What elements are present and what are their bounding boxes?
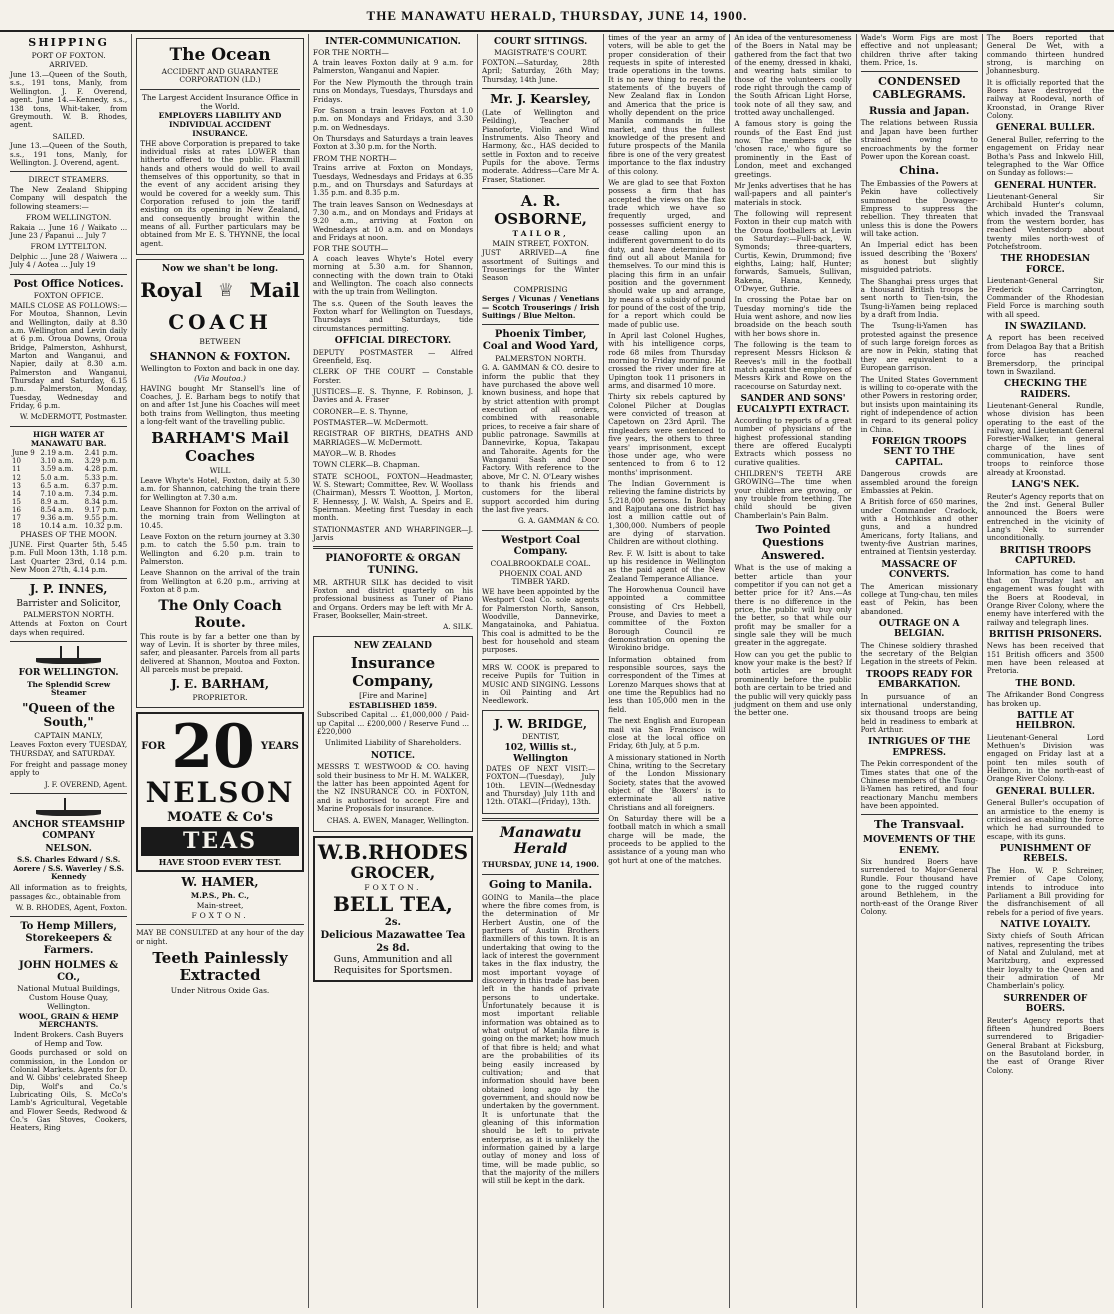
- direct-steamers-heading: DIRECT STEAMERS.: [28, 175, 109, 185]
- article-p12: Lieutenant-General Lord Methuen's Division was engaged on Friday last at a point ten miles south of Heilbron, in the north-east of Orange River Colony.: [986, 732, 1104, 784]
- article-p3: General Buller, referring to the engagement on Friday near Botha's Pass and Inkwelo Hill, telegraphed to the War Office on Sunday as follows:—: [986, 134, 1104, 178]
- silk-text: MR. ARTHUR SILK has decided to visit Foxton and district quarterly on his professional business as Tuner of Piano and Organs. Orders may be left with Mr A. Fraser, Bookseller, Main-street.: [312, 577, 474, 620]
- holmes-name: JOHN HOLMES & CO.,: [19, 960, 119, 983]
- now-we-text: Now we shan't be long.: [161, 264, 279, 274]
- article-p9: Information has come to hand that on Thursday last an engagement was fought with the Boers at Roodeval, in Orange River Colony, where the enemy have interfered with the railway and telegraph lines.: [986, 567, 1104, 627]
- article-p11: The Chinese soldiery thrashed the secretary of the Belgian Legation in the streets of Pekin.: [860, 640, 978, 667]
- article-p1: times of the year an army of voters, will be able to get the proper consideration of their requests in spite of interested trade operations in the towns. It is no new thing to recall the statements of the buyers of New Zealand flax in London and America that the price is wholly dependent on the price Manila commands in the market, and thus the fullest knowledge of the present and future prospects of the Manila fibre is one of the very greatest importance to the flax industry of this colony.: [608, 33, 726, 176]
- port-heading: PORT OF FOXTON.: [31, 50, 106, 60]
- notice-text: MESSRS T. WESTWOOD & CO. having sold their business to Mr H. M. WALKER, the latter has been appointed Agent for the NZ INSURANCE CO. in FOXTON, and is authorised to accept Fire and Marine Proposals for insurance.: [316, 762, 470, 814]
- for-north: FOR THE NORTH—: [312, 48, 389, 58]
- will-text: WILL: [209, 466, 231, 476]
- bell-tea: BELL TEA,: [333, 892, 453, 917]
- swaziland-heading: IN SWAZILAND.: [1004, 322, 1087, 333]
- going-heading: Going to Manila.: [488, 877, 593, 891]
- article-p5: Lieutenant-General Sir Frederick Carrington, Commander of the Rhodesian Field Force is marching south with all speed.: [986, 276, 1104, 319]
- intrigues-heading: INTRIGUES OF THE EMPRESS.: [868, 737, 971, 758]
- barham-coaches: BARHAM'S Mail Coaches: [151, 429, 289, 465]
- coach-word: COACH: [168, 309, 272, 334]
- leave-2: Leave Shannon for Foxton on the arrival of the morning train from Wellington at 10.45.: [140, 503, 300, 530]
- langs-heading: LANG'S NEK.: [1011, 480, 1080, 491]
- column-3: [309, 34, 478, 1308]
- under-text: Under Nitrous Oxide Gas.: [170, 985, 270, 995]
- fire-marine: [Fire and Marine]: [359, 690, 427, 700]
- ocean-advertisement: [136, 38, 304, 255]
- surrender-heading: SURRENDER OF BOERS.: [1003, 993, 1088, 1015]
- table-row: 11 3.59 a.m. 4.28 p.m.: [12, 465, 118, 474]
- bond-heading: THE BOND.: [1015, 678, 1076, 689]
- anchor-heading: ANCHOR STEAMSHIP COMPANY: [12, 820, 125, 841]
- direct-text: The New Zealand Shipping Company will despatch the following steamers:—: [10, 184, 128, 211]
- article-p10: The American missionary college at Tung-chau, ten miles east of Pekin, has been abandoned.: [860, 581, 978, 616]
- splendid-text: The Splendid Screw Steamer: [26, 679, 111, 698]
- outrage-heading: OUTRAGE ON A BELGIAN.: [878, 618, 960, 640]
- just-arrived: JUST ARRIVED—A fine assortment of Suitings and Trouserings for the Winter Season: [482, 248, 600, 283]
- british-heading: BRITISH TROOPS CAPTURED.: [999, 545, 1092, 567]
- article-p7: Lieutenant-General Rundle, whose division has been operating to the east of the railway, and Lieutenant General Forestier-Walker, in general charge of the lines of communication, have sent troops to reinforce those already at Kroonstad.: [986, 401, 1104, 477]
- china-heading: China.: [899, 164, 940, 178]
- column-1: [6, 34, 132, 1308]
- table-row: 10 3.10 a.m. 3.29 p.m.: [12, 457, 118, 466]
- rhodes-signature: W. B. RHODES, Agent, Foxton.: [15, 903, 128, 913]
- teas-banner: TEAS: [141, 827, 299, 857]
- leave-1: Leave Whyte's Hotel, Foxton, daily at 5.30 a.m. for Shannon, catching the train there for Wellington at 7.30 a.m.: [140, 475, 300, 502]
- coroner: CORONER—E. S. Thynne,: [312, 406, 409, 416]
- table-row: June 9 2.19 a.m. 2.41 p.m.: [12, 449, 118, 458]
- russia-heading: Russia and Japan.: [869, 105, 970, 117]
- article-p9: The next English and European mail via San Francisco will close at the local office on Friday, 6th July, at 5 p.m.: [608, 716, 726, 751]
- leaves-text: Leaves Foxton every TUESDAY, THURSDAY, and SATURDAY.: [10, 740, 128, 758]
- article-p1: Wade's Worm Figs are most effective and not unpleasant; children thrive after taking them. Price, 1s.: [860, 33, 978, 68]
- native-heading: NATIVE LOYALTY.: [1000, 919, 1091, 930]
- mails-text: MAILS CLOSE AS FOLLOWS:— For Moutoa, Shannon, Levin and Wellington, daily at 8.30 a.m. Wellington and Levin daily at 6 p.m. Oroua Downs, Oroua Bridge, Palmerston, Ashhurst, Marton and Wanganui, and Napier, daily at 8.30 a.m. Palmerston and Wanganui, Thursday and Saturday, 6.15 p.m. Palmerston, Monday, Tuesday, Wednesday and Friday, 6 p.m.: [10, 301, 128, 411]
- gen-buller-heading: GENERAL BULLER.: [995, 786, 1095, 797]
- clerk: CLERK OF THE COURT — Constable Forster.: [312, 367, 474, 385]
- mazawattee: Delicious Mazawattee Tea: [320, 930, 466, 942]
- article-p13: General Buller's occupation of an armistice to the enemy is criticised as enabling the force which he had surrounded to escape, with its guns.: [986, 798, 1104, 841]
- article-p10: A missionary stationed in North China, writing to the Secretary of the London Missionary Society, states that the avowed object of the 'Boxers' is to exterminate all native Christians and all foreigners.: [608, 752, 726, 812]
- newspaper-page: [6, 34, 1108, 1308]
- sailed-heading: SAILED.: [52, 131, 85, 141]
- table-row: 13 6.5 a.m. 6.37 p.m.: [12, 481, 118, 490]
- masthead-title: THE MANAWATU HERALD, THURSDAY, JUNE 14, 1900.: [366, 8, 748, 23]
- article-p13: The Pekin correspondent of the Times states that one of the Chinese members of the Tsung-li-Yamen has retired, and four reactionary Manchu members have been appointed.: [860, 759, 978, 810]
- from-wellington: FROM WELLINGTON.: [25, 212, 112, 222]
- rhodes-grocer-advertisement: [313, 836, 473, 982]
- article-p7: The United States Government is willing to co-operate with the other Powers in restoring order, but insists upon maintaining its right of independence of action in regard to its general policy in China.: [860, 374, 978, 434]
- dates-text: DATES OF NEXT VISIT:— FOXTON—(Tuesday), July 10th. LEVIN—(Wednesday and Thursday) July 11th and 12th. OTAKI—(Friday), 13th.: [486, 764, 596, 807]
- table-row: 17 9.36 a.m. 9.55 p.m.: [12, 514, 118, 523]
- overend-signature: J. F. OVEREND, Agent.: [44, 779, 128, 789]
- bridge-name: J. W. BRIDGE,: [494, 716, 588, 731]
- teeth-heading: Teeth Painlessly Extracted: [152, 949, 288, 985]
- article-p12: In pursuance of an international understanding, six thousand troops are being held in readiness to embark at Port Arthur.: [860, 691, 978, 735]
- notice-heading: NOTICE.: [370, 751, 416, 761]
- ocean-title: The Ocean: [169, 45, 271, 65]
- article-p3: The Embassies of the Powers at Pekin have collectively summoned the Dowager-Empress to suppress the rebellion. They threaten that unless this is done the Powers will take action.: [860, 178, 978, 238]
- registrar: REGISTRAR OF BIRTHS, DEATHS AND MARRIAGES—W. McDermott.: [312, 429, 474, 447]
- column-6: [730, 34, 856, 1308]
- official-heading: OFFICIAL DIRECTORY.: [334, 336, 452, 347]
- guns-text: Guns, Ammunition and all Requisites for Sportsmen.: [333, 955, 453, 976]
- article-p6: Rev. F. W. Isitt is about to take up his residence in Wellington as the paid agent of the New Zealand Temperance Alliance.: [608, 548, 726, 583]
- ocean-largest: The Largest Accident Insurance Office in the World.: [141, 93, 299, 111]
- via-text: (Via Moutoa.): [194, 373, 246, 383]
- article-p14: The Hon. W. P. Schreiner, Premier of Cape Colony, intends to introduce into Parliament a Bill providing for the disfranchisement of all rebels for a period of five years.: [986, 865, 1104, 917]
- table-row: 12 5.0 a.m. 5.33 p.m.: [12, 473, 118, 482]
- table-row: 15 8.9 a.m. 8.34 p.m.: [12, 497, 118, 506]
- article-p11: On Saturday there will be a football match in which a small charge will be made, the proceeds to be applied to the assistance of a young man who got hurt at one of the matches.: [608, 813, 726, 865]
- for-south: FOR THE SOUTH—: [312, 244, 389, 254]
- holmes-sub: National Mutual Buildings, Custom House Quay, Wellington.: [17, 984, 121, 1011]
- cook-text: MRS W. COOK is prepared to receive Pupils for Tuition in MUSIC AND SINGING. Lessons in Oil Painting and Art Needlework.: [482, 662, 600, 706]
- millers-heading: To Hemp Millers, Storekeepers & Farmers.: [20, 921, 117, 956]
- magistrate-heading: MAGISTRATE'S COURT.: [494, 48, 588, 58]
- article-p2: The relations between Russia and Japan have been further strained owing to encroachments by the former Power upon the Korean coast.: [860, 118, 978, 161]
- sanders-heading: SANDER AND SONS' EUCALYPTI EXTRACT.: [736, 394, 850, 415]
- train-5: Trains arrive at Foxton on Mondays, Tuesdays, Wednesdays and Fridays at 6.35 p.m., and on Thursdays and Saturdays at 1.35 p.m. and 8.35 p.m.: [312, 163, 474, 198]
- massacre-heading: MASSACRE OF CONVERTS.: [881, 559, 957, 581]
- wool-heading: WOOL, GRAIN & HEMP MERCHANTS.: [18, 1011, 119, 1030]
- maz-price: 2s 8d.: [376, 942, 410, 954]
- stood-text: HAVE STOOD EVERY TEST.: [158, 857, 282, 868]
- coalbrookdale: COALBROOKDALE COAL.: [490, 559, 591, 568]
- column-2: [132, 34, 309, 1308]
- date-line: THURSDAY, JUNE 14, 1900.: [482, 860, 600, 870]
- innes-place: PALMERSTON NORTH.: [23, 609, 115, 619]
- phoenix-coal: PHOENIX COAL AND TIMBER YARD.: [499, 568, 583, 587]
- phases-text: JUNE. First Quarter 5th, 5.45 p.m. Full Moon 13th, 1.18 p.m. Last Quarter 23rd, 0.14 p.m. New Moon 27th, 4.14 p.m.: [10, 539, 128, 574]
- indent-text: Indent Brokers. Cash Buyers of Hemp and Tow.: [13, 1029, 124, 1048]
- transvaal-heading: The Transvaal.: [874, 818, 965, 832]
- capital: Subscribed Capital ... £1,000,000 / Paid-up Capital ... £200,000 / Reserve Fund ... £220,000: [316, 710, 470, 736]
- wellington-text: Wellington to Foxton and back in one day.: [140, 364, 300, 374]
- mail-word: Mail: [249, 278, 300, 303]
- tailor-text: TAILOR,: [512, 228, 569, 238]
- westport-heading: Westport Coal Company.: [501, 534, 581, 558]
- article-p16: Reuter's Agency reports that fifteen hundred Boers surrendered to Brigadier-General Brabant at Ficksburg, on the Basutoland border, in the east of Orange River Colony.: [986, 1015, 1104, 1075]
- cloths: Serges / Vicunas / Venetians — Scotch Trouserings / Irish Suitings / Blue Melton.: [482, 294, 600, 321]
- grocer-title: GROCER,: [350, 863, 436, 883]
- court-heading: COURT SITTINGS.: [494, 37, 588, 47]
- crown-icon: ♕: [217, 279, 235, 301]
- article-p8: Reuter's Agency reports that on the 2nd inst. General Buller announced the Boers were entrenched in the vicinity of Lang's Nek to surrender unconditionally.: [986, 491, 1104, 543]
- column-7: [857, 34, 983, 1308]
- article-p5: The Shanghai press urges that a thousand British troops be sent north to Tien-tsin, the Tsung-li-Yamen being replaced by a draft from India.: [860, 276, 978, 320]
- shipping-heading: SHIPPING: [28, 36, 109, 49]
- captain: CAPTAIN MANLY,: [34, 730, 103, 740]
- buller-heading: GENERAL BULLER.: [995, 123, 1095, 134]
- column-4: [478, 34, 604, 1308]
- article-p4: The following will represent Foxton in their cup match with the Oroua footballers at Levin on Saturday:—Full-back, W. Symonds; three-quarters, Curtis, Kewin, Drummond; five eighths, Laing; half, Hunter; forwards, Samuels, Sullivan, Rakena, Hana, Kennedy, O'Dwyer, Guthrie.: [734, 208, 852, 293]
- wbr-foxton: FOXTON.: [364, 882, 422, 892]
- ships-list-1: Rakaia ... June 16 / Waikato ... June 23 / Papanui ... July 7: [10, 222, 128, 240]
- masthead: [0, 0, 1114, 32]
- gamman-signature: G. A. GAMMAN & CO.: [518, 516, 600, 526]
- goods-text: Goods purchased or sold on commission, in the London or Colonial Markets. Agents for D. and W. Gibbs' celebrated Sheep Dip, Wolf's and Co.'s Lubricating Oils, S. McCo's Lamb's Agricultural, Vegetable and Flower Seeds, Redwood & Co.'s Gas Stoves, Cookers, Heaters, Ring: [10, 1048, 128, 1133]
- innes-title: Barrister and Solicitor,: [16, 599, 121, 610]
- punishment-heading: PUNISHMENT OF REBELS.: [999, 843, 1091, 865]
- foreign-heading: FOREIGN TROOPS SENT TO THE CAPITAL.: [871, 436, 967, 468]
- bridge-advertisement: [482, 710, 599, 814]
- hamer-name: W. HAMER,: [181, 875, 259, 890]
- prisoners-heading: BRITISH PRISONERS.: [988, 629, 1102, 640]
- train-2: For the New Plymouth the through train runs on Mondays, Tuesdays, Thursdays and Fridays.: [312, 77, 474, 104]
- article-p3: Mr Jenks advertises that he has wall-papers and all painter's materials in stock.: [734, 180, 852, 207]
- article-p8: Dangerous crowds are assembled around the foreign Embassies at Pekin.: [860, 469, 978, 495]
- high-water-heading: HIGH WATER AT MANAWATU BAR.: [30, 429, 107, 448]
- ocean-employers: EMPLOYERS LIABILITY AND INDIVIDUAL ACCIDENT INSURANCE.: [158, 111, 282, 138]
- postmaster: POSTMASTER—W. McDermott.: [312, 417, 429, 427]
- table-row: 14 7.10 a.m. 7.34 p.m.: [12, 489, 118, 498]
- article-p8: CHILDREN'S TEETH ARE GROWING—The time when your children are growing, or any trouble from teething. The child should be given Chamberlain's Pain Balm.: [734, 469, 852, 520]
- ocean-subtitle: ACCIDENT AND GUARANTEE CORPORATION (LD.): [161, 66, 279, 85]
- table-row: 18 10.14 a.m. 10.32 p.m.: [12, 522, 123, 531]
- moate-title: MOATE & Co's: [167, 809, 273, 825]
- phases-heading: PHASES OF THE MOON.: [20, 530, 117, 540]
- article-p10: News has been received that 151 British officers and 3500 men have been released at Pretoria.: [986, 641, 1104, 676]
- heilbron-heading: BATTLE AT HEILBRON.: [1015, 710, 1076, 732]
- osborne-address: MAIN STREET, FOXTON.: [492, 238, 589, 248]
- from-north: FROM THE NORTH—: [312, 153, 397, 163]
- willis-address: 102, Willis st., Wellington: [504, 743, 577, 764]
- nelson-moate-advertisement: [136, 712, 304, 872]
- osborne-name: A. R. OSBORNE,: [494, 192, 587, 228]
- arrived-heading: ARRIVED.: [49, 60, 88, 70]
- article-p1: An idea of the venturesomeness of the Boers in Natal may be gathered from the fact that two of the enemy, dressed in khaki, and wearing hats similar to those of the volunteers coolly rode right through the camp of the South African Light Horse, took note of all they saw, and trotted away unchallenged.: [734, 33, 852, 118]
- freight-text: For freight and passage money apply to: [10, 760, 128, 778]
- train-1: A train leaves Foxton daily at 9 a.m. for Palmerston, Wanganui and Napier.: [312, 58, 474, 76]
- article-p8: Information obtained from responsible sources, says the correspondent of the Times at Lorenzo Marques shows that at one time the Republics had no less than 105,000 men in the field.: [608, 654, 726, 714]
- queen-of-south-title: "Queen of the South,": [22, 700, 116, 729]
- foxton-office: FOXTON OFFICE.: [33, 291, 104, 301]
- steamship-icon: [28, 798, 110, 816]
- ocean-text: THE above Corporation is prepared to take individual risks at rates LOWER than hitherto offered to the public. Flaxmill hands and others would do well to avail themselves of this opportunity, so that in the event of any accident arising they would be covered for a weekly sum. This Corporation refused to join the tariff existing on its opening in New Zealand, and consequently brought within the means of all. Further particulars may be obtained from Mr E. S. THYNNE, the local agent.: [140, 138, 300, 248]
- shannon-foxton: SHANNON & FOXTON.: [149, 349, 291, 363]
- school: STATE SCHOOL, FOXTON—Headmaster, W. S. Stewart; Committee, Rev. W. Woollass (Chairman), Messrs T. Wootton, J. Morton, F. Hennessy, J. W. Walsh, A. Speirs and E. Speirman. Meeting first Tuesday in each month.: [312, 471, 474, 523]
- unlimited: Unlimited Liability of Shareholders.: [324, 738, 462, 748]
- article-p5: In crossing the Potae bar on Tuesday morning's tide the Huia went ashore, and now lies broadside on the beach south with her bows shore in.: [734, 295, 852, 338]
- years-text: YEARS: [260, 741, 299, 753]
- two-questions-heading: Two Pointed Questions Answered.: [755, 523, 831, 562]
- innes-text: Attends at Foxton on Court days when required.: [10, 619, 128, 637]
- twenty-number: 20: [171, 712, 255, 783]
- gamman-text: G. A. GAMMAN & CO. desire to inform the public that they have purchased the above well known business, and hope that by strict attention with prompt execution of all orders, combined with reasonable prices, to receive a fair share of public patronage. Sawmills at Dannevirke, Kopua, Takapau and Tahoraite. Agents for the Wanganui Sash and Door Factory. With reference to the above, Mr C. N. O'Leary wishes to thank his friends and customers for the liberal support accorded him during the last five years.: [482, 363, 600, 515]
- ships-list-3: S.S. Charles Edward / S.S. Aorere / S.S. Waverley / S.S. Kennedy: [13, 855, 124, 882]
- post-office-heading: Post Office Notices.: [13, 278, 124, 290]
- wbr-title: W.B.RHODES: [317, 839, 469, 864]
- article-p15: Sixty chiefs of South African natives, representing the tribes of Natal and Zululand, met at Maritzburg, and expressed their loyalty to the Queen and their admiration of Mr Chamberlain's policy.: [986, 931, 1104, 991]
- column-5: [604, 34, 730, 1308]
- established: ESTABLISHED 1859.: [348, 700, 437, 710]
- article-p7: The Horowhenua Council have appointed a committee consisting of Crs Hebbell, Prouse, and Davies to meet a committee of the Foxton Borough Council re demonstration on opening the Wirokino bridge.: [608, 585, 726, 653]
- article-p2: We are glad to see that Foxton possess a firm that has accepted the views on the flax trade which we have so frequently urged, and possesses sufficient energy to cease calling upon an indifferent government to do its duty, and have determined to find out all about Manila for themselves. To our mind this is placing this firm in an unfair position and the government should wake up and arrange, by means of a subsidy of pound for pound of the cost of the trip, for a report which could be made of public use.: [608, 177, 726, 329]
- article-p10: How can you get the public to know your make is the best? If both articles are brought prominently before the public both are certain to be tried and the public will very quickly pass judgment on them and use only the better one.: [734, 649, 852, 718]
- article-p3: In April last Colonel Hughes, with his intelligence corps, rode 68 miles from Thursday morning to Friday morning. He crossed the river under fire at Upington took 11 prisoners in arms, and disarmed 10 more.: [608, 331, 726, 391]
- phoenix-heading: Phoenix Timber, Coal and Wood Yard,: [482, 329, 599, 352]
- westport-text: WE have been appointed by the Westport Coal Co. sole agents for Palmerston North, Sanson, Woodville, Dannevirke, Mangatainoka, and Pahiatua. This coal is admitted to be the best for household and steam purposes.: [482, 587, 600, 655]
- for-text: FOR: [141, 741, 166, 753]
- train-8: The s.s. Queen of the South leaves the Foxton wharf for Wellington on Tuesdays, Thursdays and Saturdays, tide circumstances permitting.: [312, 298, 474, 333]
- arrived-text: June 13.—Queen of the South, s.s., 191 tons, Manly, from Wellington. J. F. Overend, agent. June 14.—Kennedy, s.s., 138 tons, Whit-taker, from Greymouth. W. B. Rhodes, agent.: [10, 70, 128, 130]
- article-p7: According to reports of a great number of physicians of the highest professional standing there are offered Eucalypti Extracts which possess no curative qualities.: [734, 415, 852, 467]
- column-8: [983, 34, 1108, 1308]
- having-text: HAVING bought Mr Stansell's line of Coaches, J. E. Barham begs to notify that on and after 1st June his Coaches will meet both trains from Wellington, thus meeting a long-felt want of the travelling public.: [140, 383, 300, 426]
- kearsley-text: (Late of Wellington and Feilding), Teacher of Pianoforte, Violin and Wind Instruments. Also Theory and Harmony, &c., HAS decided to settle in Foxton and to receive Pupils for the above. Terms moderate. Address—Care Mr A. Fraser, Stationer.: [482, 108, 600, 184]
- innes-name: J. P. INNES,: [29, 582, 108, 597]
- nz-heading: NEW ZEALAND: [353, 640, 432, 651]
- article-p6: The following is the team to represent Messrs Hickson & Reeves's mill in the football match against the employees of Messrs Kirk and Rowe on the racecourse on Saturday next.: [734, 340, 852, 391]
- proprietor: PROPRIETOR.: [192, 693, 248, 703]
- postmaster-signature: W. McDERMOTT, Postmaster.: [19, 412, 128, 422]
- only-coach-route: The Only Coach Route.: [158, 598, 282, 631]
- table-row: 16 8.54 a.m. 9.17 p.m.: [12, 505, 118, 514]
- article-p2: A famous story is going the rounds of the East End just now. The members of the 'chosen race,' who figure so prominently in the East of London, meet and exchanged greetings.: [734, 119, 852, 179]
- movements-heading: MOVEMENTS OF THE ENEMY.: [863, 835, 976, 856]
- bell-price: 2s.: [384, 917, 401, 929]
- stationmaster: STATIONMASTER AND WHARFINGER—J. Jarvis: [312, 524, 474, 543]
- article-p4: An Imperial edict has been issued describing the 'Boxers' as honest but slightly misguided patriots.: [860, 240, 978, 275]
- dep-post: DEPUTY POSTMASTER — Alfred Greenfield, Esq.: [312, 347, 474, 365]
- inter-heading: INTER-COMMUNICATION.: [325, 37, 461, 47]
- article-p5: The Indian Government is relieving the famine districts by 5,218,000 persons. In Bombay and Rajputana one district has lost a million cattle out of 1,300,000. Numbers of people are dying of starvation. Children are without clothing.: [608, 478, 726, 547]
- article-p4: Thirty six rebels captured by Colonel Pilcher at Douglas were convicted of treason at Capetown on 23rd April. The ringleaders were sentenced to five years, the others to three years' imprisonment, except those under age, who were sentenced to from 6 to 12 months' imprisonment.: [608, 392, 726, 477]
- nz-insurance-advertisement: [313, 636, 473, 832]
- going-text: GOING to Manila—the place where the fibre comes from, is the determination of Mr Herbert Austin, one of the partners of Austin Brothers flaxmillers of this town. It is an undertaking that owing to the lack of interest the government takes in the flax industry, the most important voyage of discovery in this trade has been left in the hands of private persons to undertake. Unfortunately because it is most important reliable information was obtained as to what output of Manila fibre is going on the market; how much of that fibre is held; and what are the probabilities of its being easily increased by cultivation; and that information should have been obtained long ago by the government, and should now be undertaken by the government. It is unfortunate that the gleaning of this information should be left to private enterprise, as it is unlikely the information gained by a large outlay of money and loss of time, will be made public, so that the majority of the millers will still be kept in the dark.: [482, 892, 600, 1186]
- main-street: Main-street,: [196, 900, 244, 910]
- leave-3: Leave Foxton on the return journey at 3.30 p.m. to catch the 5.50 p.m. train to Wellington and 6.20 p.m. train to Palmerston.: [140, 531, 300, 566]
- article-p9: A British force of 650 marines, under Commander Cradock, with a Hotchkiss and other guns, and a hundred Americans, forty Italians, and twenty-five Austrian marines, entrained at Tientsin yesterday.: [860, 497, 978, 557]
- foxton-text: FOXTON.: [191, 910, 249, 920]
- mayor: MAYOR—W. B. Rhodes: [312, 449, 396, 458]
- train-3: For Sanson a train leaves Foxton at 1.0 p.m. on Mondays and Fridays, and 3.30 p.m. on Wednesdays.: [312, 105, 474, 132]
- between-text: BETWEEN: [199, 336, 241, 346]
- silk-signature: A. SILK.: [443, 622, 474, 632]
- insurance-heading: Insurance Company,: [350, 654, 436, 690]
- article-p6: The Tsung-li-Yamen has protested against the presence of such large foreign forces as are now in Pekin, stating that they are equivalent to a European garrison.: [860, 321, 978, 373]
- article-p4: Lieutenant-General Sir Archibald Hunter's column, which invaded the Transvaal from the western border, has reached Ventersdorp about twenty miles north-west of Potchefstroom.: [986, 192, 1104, 252]
- condensed-heading: CONDENSED CABLEGRAMS.: [872, 75, 966, 102]
- court-text: FOXTON.—Saturday, 28th April; Saturday, 26th May; Thursday, 14th June.: [482, 58, 600, 84]
- hunter-heading: GENERAL HUNTER.: [994, 180, 1097, 191]
- troops-heading: TROOPS READY FOR EMBARKATION.: [865, 669, 973, 691]
- train-4: On Thursdays and Saturdays a train leaves Foxton at 3.30 p.m. for the North.: [312, 133, 474, 152]
- je-barham: J. E. BARHAM,: [170, 677, 270, 692]
- sailed-text: June 13.—Queen of the South, s.s., 191 tons, Manly, for Wellington. J. Overend, agent.: [10, 141, 128, 167]
- comprising: COMPRISING: [513, 284, 568, 294]
- royal-word: Royal: [140, 278, 203, 303]
- pianoforte-heading: PIANOFORTE & ORGAN TUNING.: [325, 553, 461, 577]
- steamship-icon: [28, 646, 110, 664]
- tide-table: [10, 449, 127, 530]
- dentist: DENTIST,: [521, 732, 560, 742]
- herald-title: Manawatu Herald: [499, 824, 582, 857]
- kearsley-name: Mr. J. Kearsley,: [490, 92, 592, 107]
- hamer-qual: M.P.S., Ph. C.,: [190, 891, 250, 901]
- royal-mail-advertisement: [136, 259, 304, 708]
- from-lyttelton: FROM LYTTELTON.: [30, 242, 107, 252]
- may-text: MAY BE CONSULTED at any hour of the day or night.: [136, 928, 304, 946]
- train-6: The train leaves Sanson on Wednesdays at 7.30 a.m., and on Mondays and Fridays at 9.20 a.m., arriving at Foxton on Wednesdays at 10 a.m. and on Mondays and Fridays at noon.: [312, 199, 474, 242]
- article-p9: What is the use of making a better article than your competitor if you can not get a better price for it? Ans.—As there is no difference in the price, the public will buy only the better, so that while our profit may be smaller for a single sale they will be much greater in the aggregate.: [734, 563, 852, 648]
- article-p11: The Afrikander Bond Congress has broken up.: [986, 690, 1104, 708]
- rhodesian-heading: THE RHODESIAN FORCE.: [1000, 254, 1091, 275]
- leave-4: Leave Shannon on the arrival of the train from Wellington at 6.20 p.m., arriving at Foxton at 8 p.m.: [140, 568, 300, 594]
- article-p2: It is officially reported that the Boers have destroyed the railway at Roodeval, north of Kroonstad, in Orange River Colony.: [986, 77, 1104, 121]
- article-p1: The Boers reported that General De Wet, with a commando thirteen hundred strong, is marching on Johannesburg.: [986, 33, 1104, 76]
- ships-list-2: Delphic ... June 28 / Waiwera ... July 4 / Aotea ... July 19: [10, 252, 128, 270]
- nelson-heading: NELSON.: [45, 843, 92, 854]
- checking-heading: CHECKING THE RAIDERS.: [1003, 379, 1087, 400]
- article-p14: Six hundred Boers have surrendered to Major-General Rundle. Four thousand have gone to the rugged country around Bethlehem, in the north-east of the Orange River Colony.: [860, 856, 978, 917]
- for-wellington-heading: FOR WELLINGTON.: [18, 668, 119, 679]
- phoenix-sub: PALMERSTON NORTH.: [495, 353, 587, 363]
- nelson-title: NELSON: [145, 776, 295, 810]
- justices: JUSTICES—E. S. Thynne, F. Robinson, J. Davies and A. Fraser: [312, 386, 474, 405]
- train-7: A coach leaves Whyte's Hotel every morning at 5.30 a.m. for Shannon, connecting with the down train to Otaki and Wellington. The coach also connects with the up train from Wellington.: [312, 254, 474, 297]
- ewen-signature: CHAS. A. EWEN, Manager, Wellington.: [326, 815, 470, 825]
- article-p6: A report has been received from Delagoa Bay that a British force has reached Bremersdorp, the principal town in Swaziland.: [986, 333, 1104, 376]
- town-clerk: TOWN CLERK—B. Chapman.: [312, 460, 420, 470]
- only-text: This route is by far a better one than by way of Levin. It is shorter by three miles, safer, and pleasanter. Parcels from all parts delivered at Shannon, Moutoa and Foxton. All parcels must be prepaid.: [140, 631, 300, 675]
- info-text: All information as to freights, passages &c., obtainable from: [10, 883, 128, 901]
